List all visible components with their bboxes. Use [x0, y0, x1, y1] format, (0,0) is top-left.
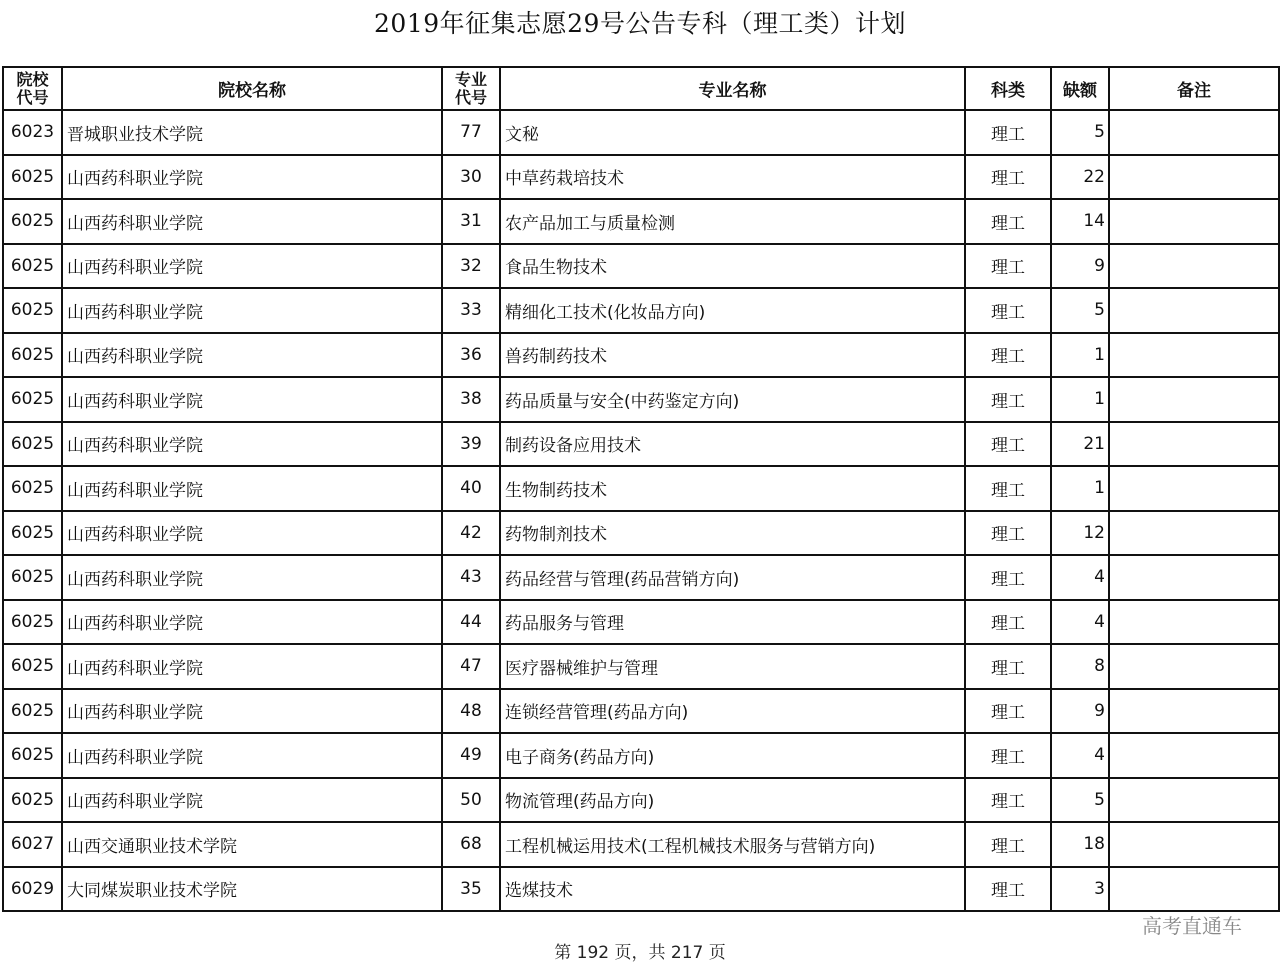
cell-major-name: 药物制剂技术 [500, 511, 965, 556]
cell-school-code: 6029 [3, 867, 62, 912]
cell-category: 理工 [965, 867, 1051, 912]
header-major-code [442, 67, 500, 110]
cell-category: 理工 [965, 511, 1051, 556]
cell-notes [1109, 422, 1279, 467]
cell-category: 理工 [965, 689, 1051, 734]
cell-notes [1109, 288, 1279, 333]
cell-major-name: 药品服务与管理 [500, 600, 965, 645]
cell-vacancy: 8 [1051, 644, 1109, 689]
cell-vacancy: 18 [1051, 822, 1109, 867]
cell-major-name: 制药设备应用技术 [500, 422, 965, 467]
cell-major-code: 33 [442, 288, 500, 333]
cell-notes [1109, 466, 1279, 511]
cell-school-code: 6025 [3, 466, 62, 511]
cell-school-code: 6027 [3, 822, 62, 867]
table-row [3, 110, 1279, 155]
cell-vacancy: 14 [1051, 199, 1109, 244]
cell-major-code: 39 [442, 422, 500, 467]
cell-notes [1109, 555, 1279, 600]
cell-school-code: 6025 [3, 244, 62, 289]
cell-school-code: 6023 [3, 110, 62, 155]
cell-vacancy: 9 [1051, 689, 1109, 734]
cell-major-name: 选煤技术 [500, 867, 965, 912]
cell-category: 理工 [965, 333, 1051, 378]
cell-vacancy: 5 [1051, 778, 1109, 823]
cell-school-name: 山西药科职业学院 [62, 733, 442, 778]
cell-major-name: 精细化工技术(化妆品方向) [500, 288, 965, 333]
cell-major-code: 43 [442, 555, 500, 600]
cell-notes [1109, 110, 1279, 155]
cell-vacancy: 12 [1051, 511, 1109, 556]
cell-major-code: 47 [442, 644, 500, 689]
cell-vacancy: 4 [1051, 555, 1109, 600]
cell-vacancy: 5 [1051, 288, 1109, 333]
cell-major-code: 38 [442, 377, 500, 422]
table-row [3, 689, 1279, 734]
cell-notes [1109, 822, 1279, 867]
cell-school-name: 山西药科职业学院 [62, 422, 442, 467]
cell-category: 理工 [965, 733, 1051, 778]
cell-school-code: 6025 [3, 511, 62, 556]
cell-school-code: 6025 [3, 689, 62, 734]
cell-school-name: 山西药科职业学院 [62, 600, 442, 645]
cell-major-code: 50 [442, 778, 500, 823]
cell-category: 理工 [965, 644, 1051, 689]
plan-table [2, 66, 1280, 912]
cell-major-code: 31 [442, 199, 500, 244]
table-row [3, 422, 1279, 467]
header-school-code-line1: 院校 [16, 69, 49, 89]
cell-major-name: 中草药栽培技术 [500, 155, 965, 200]
table-header-row [3, 67, 1279, 110]
cell-school-name: 晋城职业技术学院 [62, 110, 442, 155]
cell-notes [1109, 689, 1279, 734]
cell-vacancy: 4 [1051, 600, 1109, 645]
cell-category: 理工 [965, 778, 1051, 823]
cell-school-name: 山西药科职业学院 [62, 689, 442, 734]
cell-notes [1109, 867, 1279, 912]
cell-category: 理工 [965, 244, 1051, 289]
cell-school-name: 山西药科职业学院 [62, 155, 442, 200]
cell-vacancy: 1 [1051, 466, 1109, 511]
cell-major-name: 医疗器械维护与管理 [500, 644, 965, 689]
table-row [3, 511, 1279, 556]
cell-school-name: 山西药科职业学院 [62, 377, 442, 422]
cell-vacancy: 1 [1051, 333, 1109, 378]
table-row [3, 155, 1279, 200]
cell-major-name: 食品生物技术 [500, 244, 965, 289]
cell-school-name: 山西药科职业学院 [62, 511, 442, 556]
table-row [3, 466, 1279, 511]
table-row [3, 600, 1279, 645]
cell-notes [1109, 511, 1279, 556]
cell-category: 理工 [965, 555, 1051, 600]
cell-notes [1109, 733, 1279, 778]
cell-major-code: 40 [442, 466, 500, 511]
cell-vacancy: 1 [1051, 377, 1109, 422]
cell-major-code: 77 [442, 110, 500, 155]
cell-vacancy: 22 [1051, 155, 1109, 200]
cell-notes [1109, 377, 1279, 422]
table-row [3, 733, 1279, 778]
cell-major-code: 49 [442, 733, 500, 778]
table-row [3, 288, 1279, 333]
cell-school-code: 6025 [3, 199, 62, 244]
cell-category: 理工 [965, 155, 1051, 200]
cell-school-code: 6025 [3, 644, 62, 689]
cell-major-code: 30 [442, 155, 500, 200]
cell-school-name: 山西交通职业技术学院 [62, 822, 442, 867]
table-row [3, 333, 1279, 378]
cell-major-code: 35 [442, 867, 500, 912]
cell-school-code: 6025 [3, 555, 62, 600]
cell-school-code: 6025 [3, 422, 62, 467]
cell-major-code: 48 [442, 689, 500, 734]
cell-vacancy: 5 [1051, 110, 1109, 155]
header-category: 科类 [965, 67, 1051, 110]
cell-vacancy: 4 [1051, 733, 1109, 778]
cell-major-name: 物流管理(药品方向) [500, 778, 965, 823]
cell-category: 理工 [965, 110, 1051, 155]
cell-notes [1109, 244, 1279, 289]
header-major-code-line1: 专业 [454, 69, 487, 89]
header-notes: 备注 [1109, 67, 1279, 110]
cell-category: 理工 [965, 600, 1051, 645]
cell-notes [1109, 778, 1279, 823]
cell-major-code: 44 [442, 600, 500, 645]
header-school-code [3, 67, 62, 110]
header-vacancy: 缺额 [1051, 67, 1109, 110]
header-major-code-line2: 代号 [454, 87, 487, 107]
cell-school-name: 山西药科职业学院 [62, 466, 442, 511]
table-row [3, 377, 1279, 422]
cell-vacancy: 3 [1051, 867, 1109, 912]
cell-category: 理工 [965, 466, 1051, 511]
cell-category: 理工 [965, 422, 1051, 467]
cell-major-code: 32 [442, 244, 500, 289]
cell-school-code: 6025 [3, 778, 62, 823]
cell-major-name: 电子商务(药品方向) [500, 733, 965, 778]
cell-school-code: 6025 [3, 600, 62, 645]
cell-vacancy: 9 [1051, 244, 1109, 289]
table-row [3, 244, 1279, 289]
cell-major-name: 生物制药技术 [500, 466, 965, 511]
cell-school-name: 山西药科职业学院 [62, 644, 442, 689]
cell-school-code: 6025 [3, 288, 62, 333]
cell-school-name: 山西药科职业学院 [62, 555, 442, 600]
cell-school-name: 山西药科职业学院 [62, 288, 442, 333]
cell-category: 理工 [965, 199, 1051, 244]
header-school-code-line2: 代号 [16, 87, 49, 107]
watermark: 高考直通车 [1142, 914, 1242, 938]
cell-notes [1109, 333, 1279, 378]
cell-school-name: 山西药科职业学院 [62, 244, 442, 289]
cell-major-code: 36 [442, 333, 500, 378]
table-row [3, 822, 1279, 867]
cell-major-code: 68 [442, 822, 500, 867]
cell-major-name: 兽药制药技术 [500, 333, 965, 378]
cell-school-name: 山西药科职业学院 [62, 333, 442, 378]
cell-school-name: 山西药科职业学院 [62, 778, 442, 823]
table-body [3, 110, 1279, 911]
table-row [3, 778, 1279, 823]
table-row [3, 199, 1279, 244]
table-row [3, 644, 1279, 689]
cell-school-name: 大同煤炭职业技术学院 [62, 867, 442, 912]
cell-major-name: 文秘 [500, 110, 965, 155]
cell-major-name: 药品经营与管理(药品营销方向) [500, 555, 965, 600]
cell-major-name: 工程机械运用技术(工程机械技术服务与营销方向) [500, 822, 965, 867]
cell-category: 理工 [965, 288, 1051, 333]
cell-notes [1109, 155, 1279, 200]
cell-category: 理工 [965, 377, 1051, 422]
cell-notes [1109, 644, 1279, 689]
cell-school-name: 山西药科职业学院 [62, 199, 442, 244]
cell-major-name: 农产品加工与质量检测 [500, 199, 965, 244]
cell-major-code: 42 [442, 511, 500, 556]
page-footer: 第 192 页，共 217 页 [554, 943, 726, 963]
cell-school-code: 6025 [3, 333, 62, 378]
table-row [3, 555, 1279, 600]
table-row [3, 867, 1279, 912]
cell-category: 理工 [965, 822, 1051, 867]
cell-notes [1109, 199, 1279, 244]
cell-major-name: 连锁经营管理(药品方向) [500, 689, 965, 734]
cell-school-code: 6025 [3, 377, 62, 422]
cell-major-name: 药品质量与安全(中药鉴定方向) [500, 377, 965, 422]
page-title: 2019年征集志愿29号公告专科（理工类）计划 [374, 9, 906, 38]
header-major-name: 专业名称 [500, 67, 965, 110]
header-school-name: 院校名称 [62, 67, 442, 110]
cell-school-code: 6025 [3, 155, 62, 200]
cell-notes [1109, 600, 1279, 645]
cell-vacancy: 21 [1051, 422, 1109, 467]
cell-school-code: 6025 [3, 733, 62, 778]
